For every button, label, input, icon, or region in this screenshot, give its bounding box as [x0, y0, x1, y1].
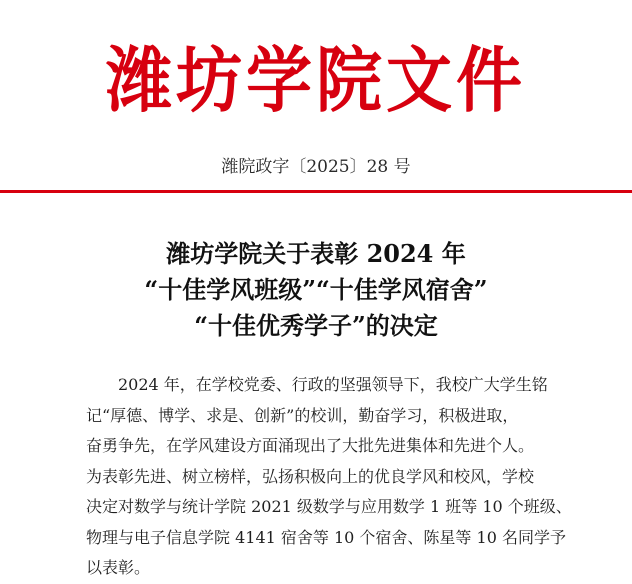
body-line: 物理与电子信息学院 4141 宿舍等 10 个宿舍、陈星等 10 名同学予 [86, 527, 566, 547]
body-line: 记“厚德、博学、求是、创新”的校训，勤奋学习，积极进取， [86, 405, 519, 425]
body-line: 决定对数学与统计学院 2021 级数学与应用数学 1 班等 10 个班级、 [86, 497, 572, 516]
body-line: 以表彰。 [86, 558, 151, 577]
document-number: 潍院政字〔2025〕28 号 [221, 157, 411, 177]
title-line: “十佳学风班级”“十佳学风宿舍” [144, 275, 488, 304]
body-line: 2024 年，在学校党委、行政的坚强领导下，我校广大学生铭 [118, 375, 548, 394]
masthead-title: 潍坊学院文件 [106, 37, 526, 123]
body-line: 为表彰先进、树立榜样，弘扬积极向上的优良学风和校风，学校 [86, 466, 535, 486]
body-line: 奋勇争先，在学风建设方面涌现出了大批先进集体和先进个人。 [86, 436, 535, 455]
title-line: “十佳优秀学子”的决定 [194, 311, 438, 340]
document-title [0, 236, 632, 344]
red-divider-rule [0, 190, 632, 193]
title-line: 潍坊学院关于表彰 2024 年 [166, 239, 466, 268]
body-paragraph [86, 370, 572, 584]
